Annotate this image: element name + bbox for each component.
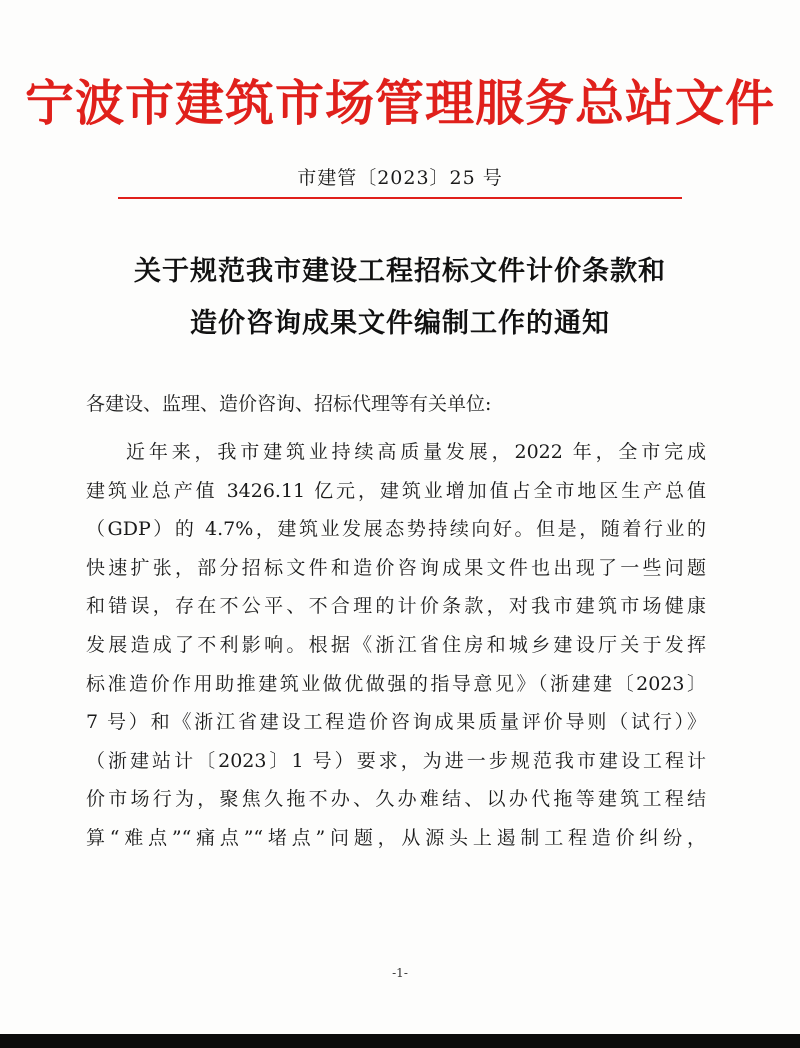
title-line-2: 造价咨询成果文件编制工作的通知 [190, 308, 610, 339]
body-line: 价市场行为，聚焦久拖不办、久办难结、以办代拖等建筑工程结 [86, 788, 706, 811]
body-line: （浙建站计〔2023〕1 号）要求，为进一步规范我市建设工程计 [86, 749, 706, 772]
body-line: （GDP）的 4.7%，建筑业发展态势持续向好。但是，随着行业的 [86, 518, 706, 541]
body-line: 建筑业总产值 3426.11 亿元，建筑业增加值占全市地区生产总值 [86, 479, 706, 502]
body-paragraph [86, 440, 706, 865]
body-line: 标准造价作用助推建筑业做优做强的指导意见》（浙建建〔2023〕 [86, 672, 706, 695]
body-line: 发展造成了不利影响。根据《浙江省住房和城乡建设厅关于发挥 [86, 633, 706, 656]
document-title [0, 246, 800, 350]
body-line: 和错误，存在不公平、不合理的计价条款，对我市建筑市场健康 [86, 595, 706, 618]
red-divider-rule [118, 197, 682, 199]
issuing-organization-header: 宁波市建筑市场管理服务总站文件 [24, 75, 775, 132]
salutation: 各建设、监理、造价咨询、招标代理等有关单位: [86, 393, 492, 415]
body-line: 近年来，我市建筑业持续高质量发展，2022 年，全市完成 [126, 441, 706, 463]
body-line: 快速扩张，部分招标文件和造价咨询成果文件也出现了一些问题 [86, 556, 706, 579]
document-number: 市建管〔2023〕25 号 [297, 167, 503, 189]
page-number: -1- [392, 966, 408, 980]
body-line: 7 号）和《浙江省建设工程造价咨询成果质量评价导则（试行）》 [86, 711, 706, 734]
scan-bottom-edge [0, 1034, 800, 1048]
title-line-1: 关于规范我市建设工程招标文件计价条款和 [134, 256, 666, 287]
body-line: 算“难点”“痛点”“堵点”问题，从源头上遏制工程造价纠纷， [86, 826, 706, 849]
